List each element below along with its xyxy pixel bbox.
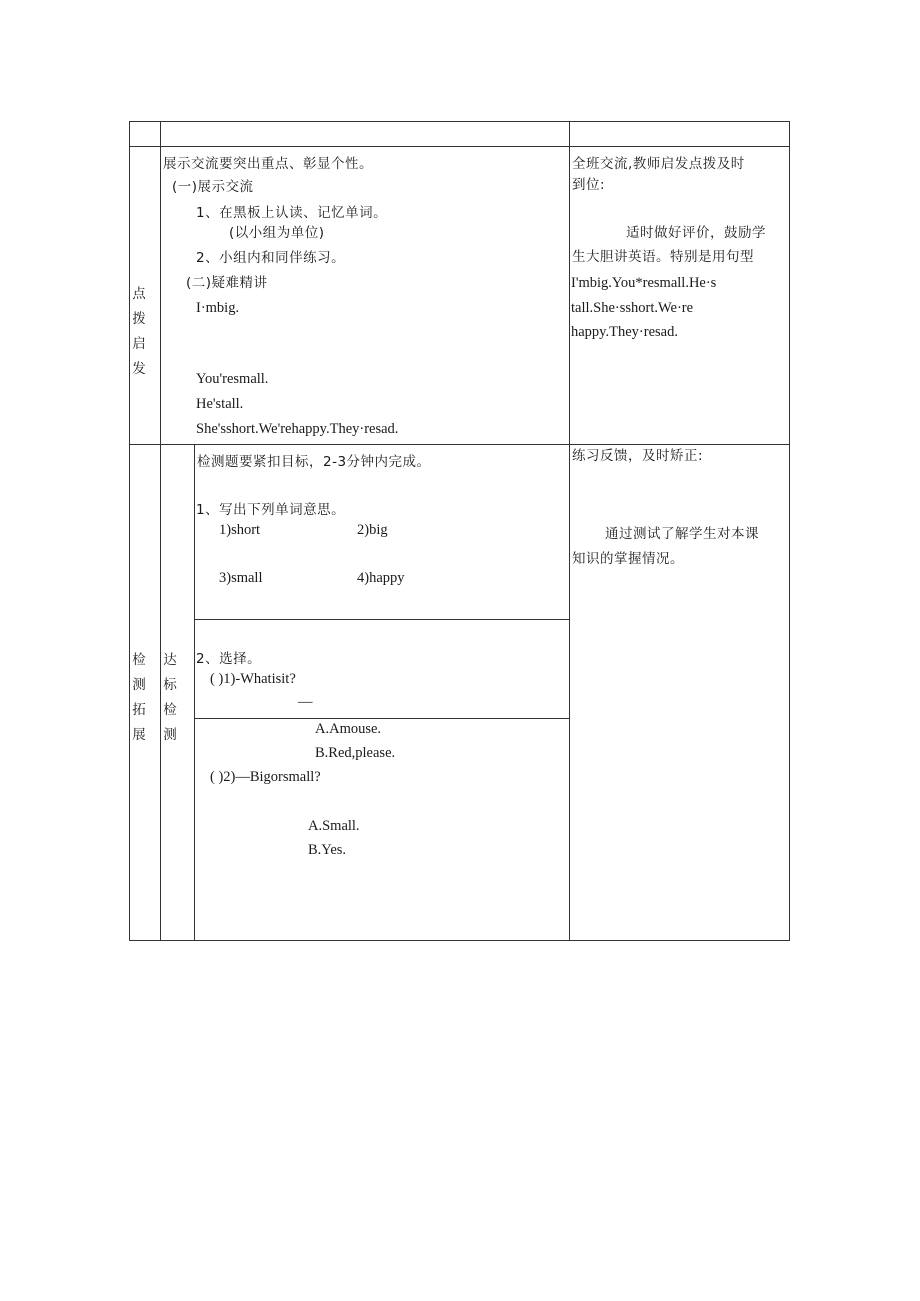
word-item: 1)short [219,522,261,538]
section1-line: You'resmall. [196,371,269,387]
section2-subcategory-label [162,648,178,748]
table-border-left [129,121,130,941]
header-row-bottom [129,146,790,147]
category-char: 点 [132,286,146,302]
section1-line: (二)疑难精讲 [186,275,268,291]
section1-category-label [131,282,147,382]
table-border-bottom [129,940,790,941]
question-1-title: 1、写出下列单词意思。 [196,502,346,518]
option-a: A.Amouse. [315,721,382,737]
section1-line: (以小组为单位) [229,225,325,241]
column-divider-2 [194,444,195,941]
section1-line: 展示交流要突出重点、彰显个性。 [163,156,373,172]
word-item: 3)small [219,570,263,586]
column-divider-3 [569,121,570,941]
subcategory-char: 标 [163,677,177,693]
category-char: 启 [132,336,146,352]
category-char: 发 [132,361,146,377]
section2-right-line: 练习反馈，及时矫正: [572,448,704,464]
section1-line: She'sshort.We'rehappy.They·resad. [196,421,399,437]
question-2-title: 2、选择。 [196,651,262,667]
section2-right-line: 知识的掌握情况。 [572,551,684,567]
word-item: 2)big [357,522,388,538]
section1-right-line: I'mbig.You*resmall.He·s [571,275,717,291]
option-b: B.Red,please. [315,745,396,761]
section2-right-line: 通过测试了解学生对本课 [605,526,759,542]
inner-row-divider-1 [194,619,570,620]
option-a: A.Small. [308,818,360,834]
section1-line: He'stall. [196,396,244,412]
section1-right-line: 适时做好评价，鼓励学 [626,225,766,241]
section1-right-line: happy.They·resad. [571,324,678,340]
category-char: 展 [132,727,146,743]
subcategory-char: 测 [163,727,177,743]
category-char: 拨 [132,311,146,327]
section-divider [129,444,790,445]
inner-row-divider-2 [194,718,570,719]
column-divider-1 [160,121,161,941]
section1-line: I·mbig. [196,300,240,316]
subcategory-char: 达 [163,652,177,668]
word-item: 4)happy [357,570,405,586]
category-char: 拓 [132,702,146,718]
answer-blank-dash: — [298,694,313,710]
section1-line: 2、小组内和同伴练习。 [196,250,346,266]
option-b: B.Yes. [308,842,347,858]
table-border-right [789,121,790,941]
section1-line: (一)展示交流 [172,179,254,195]
section1-right-line: tall.She·sshort.We·re [571,300,694,316]
subcategory-char: 检 [163,702,177,718]
table-border-top [129,121,790,122]
section1-line: 1、在黑板上认读、记忆单词。 [196,205,388,221]
section1-right-line: 生大胆讲英语。特别是用句型 [572,249,754,265]
section1-right-line: 到位: [572,177,606,193]
section2-category-label [131,648,147,748]
category-char: 检 [132,652,146,668]
question-2-item-2: ( )2)—Bigorsmall? [210,769,321,785]
question-2-item-1: ( )1)-Whatisit? [210,671,296,687]
section1-right-line: 全班交流,教师启发点拨及时 [572,156,745,172]
test-intro: 检测题要紧扣目标，2-3分钟内完成。 [197,454,431,470]
category-char: 测 [132,677,146,693]
